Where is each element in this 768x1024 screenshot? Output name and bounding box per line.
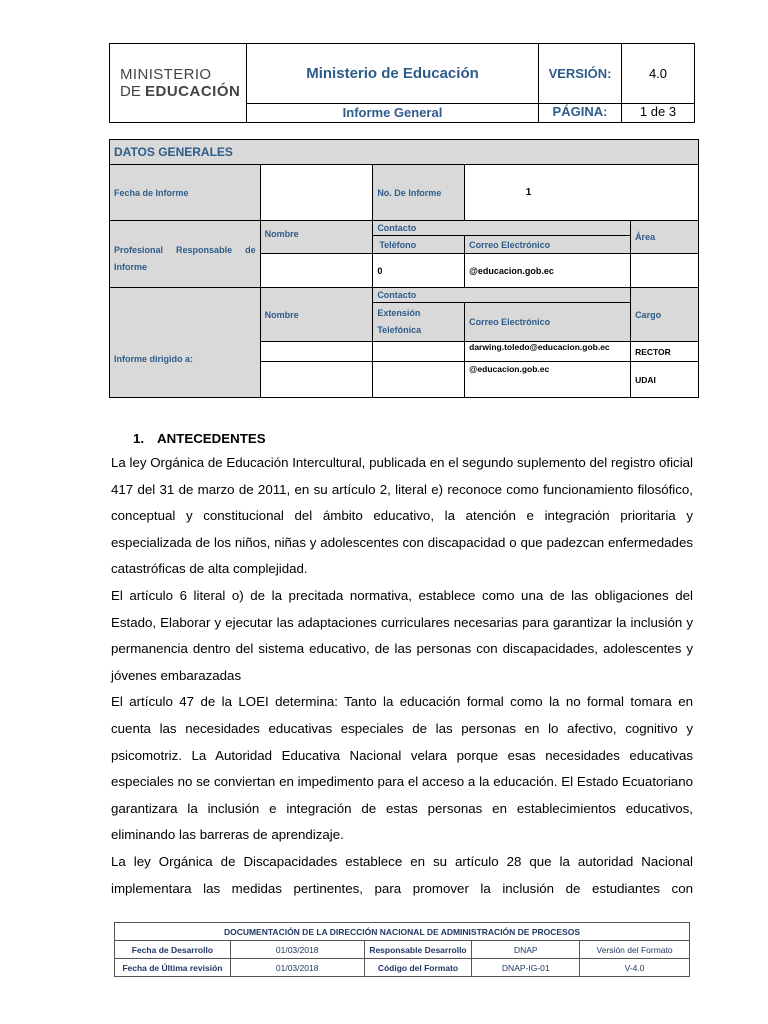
extension-label: Extensión Telefónica [373, 303, 465, 342]
responsible-name-label: Nombre [260, 221, 373, 254]
report-date-value [260, 165, 373, 221]
addressee-position-1: RECTOR [631, 342, 699, 362]
footer-dev-date: 01/03/2018 [230, 941, 364, 959]
addressee-name-label: Nombre [260, 288, 373, 342]
report-date-label: Fecha de Informe [110, 165, 261, 221]
footer-format-code-label: Código del Formato [364, 959, 472, 977]
addressed-to-label: Informe dirigido a: [110, 288, 261, 398]
section-antecedentes [111, 430, 693, 902]
paragraph: La ley Orgánica de Educación Intercultural, publicada en el segundo suplemento del registro oficial 417 del 31 de marzo de 2011, en su artículo 2, literal e) reconoce como funcionamiento filosófico, conceptual y constitucional del ámbito educativo, la atención e integración prioritaria y especializada de los niños, niñas y adolescentes con discapacidad o que padezcan enfermedades catastróficas de alta complejidad. [111, 455, 693, 577]
report-number-label: No. De Informe [373, 165, 465, 221]
responsible-name-value [260, 254, 373, 288]
logo-line-2: DE EDUCACIÓN [120, 83, 241, 100]
addressee-email-2: @educacion.gob.ec [465, 362, 631, 398]
footer-format-version-label: Versión del Formato [580, 941, 690, 959]
addressee-extension-1 [373, 342, 465, 362]
footer-format-code: DNAP-IG-01 [472, 959, 580, 977]
footer-responsible-label: Responsable Desarrollo [364, 941, 472, 959]
responsible-contact-label: Contacto [373, 221, 631, 236]
footer-dev-date-label: Fecha de Desarrollo [115, 941, 231, 959]
addressee-extension-2 [373, 362, 465, 398]
addressee-email-1: darwing.toledo@educacion.gob.ec [465, 342, 631, 362]
version-label: VERSIÓN: [539, 44, 622, 104]
area-label: Área [631, 221, 699, 254]
header-title: Ministerio de Educación [247, 44, 539, 104]
version-value: 4.0 [622, 44, 695, 104]
page-label: PÁGINA: [539, 103, 622, 122]
position-label: Cargo [631, 288, 699, 342]
footer-responsible: DNAP [472, 941, 580, 959]
document-header [109, 43, 695, 123]
responsible-phone-value: 0 [373, 254, 465, 288]
addressee-name-1 [260, 342, 373, 362]
footer-revision-date: 01/03/2018 [230, 959, 364, 977]
ministry-logo [110, 44, 247, 123]
footer-title: DOCUMENTACIÓN DE LA DIRECCIÓN NACIONAL DE ADMINISTRACIÓN DE PROCESOS [115, 923, 690, 941]
page-value: 1 de 3 [622, 103, 695, 122]
report-number-value: 1 [465, 165, 699, 221]
responsible-professional-label: Profesional Responsable de Informe [110, 221, 261, 288]
responsible-area-value [631, 254, 699, 288]
paragraph: El artículo 47 de la LOEI determina: Tanto la educación formal como la no formal tomara en cuenta las necesidades educativas especiales de las personas en lo afectivo, cognitivo y psicomotriz. La Autoridad Educativa Nacional velara porque esas necesidades educativas especiales no se conviertan en impedimento para el acceso a la educación. El Estado Ecuatoriano garantizara la inclusión e integración de estas personas en establecimientos educativos, eliminando las barreras de aprendizaje. [111, 694, 693, 843]
addressee-position-2: UDAI [631, 362, 699, 398]
document-footer [114, 922, 690, 977]
general-data-title: DATOS GENERALES [110, 140, 699, 165]
addressee-contact-label: Contacto [373, 288, 631, 303]
logo-line-1: MINISTERIO [120, 66, 212, 83]
email-label: Correo Electrónico [465, 236, 631, 254]
addressee-name-2 [260, 362, 373, 398]
addressee-email-label: Correo Electrónico [465, 303, 631, 342]
responsible-email-value: @educacion.gob.ec [465, 254, 631, 288]
footer-format-version: V-4.0 [580, 959, 690, 977]
general-data-table [109, 139, 699, 398]
phone-label: Teléfono [373, 236, 465, 254]
paragraph: El artículo 6 literal o) de la precitada normativa, establece como una de las obligaciones del Estado, Elaborar y ejecutar las adaptaciones curriculares necesarias para garantizar la inclusión y permanencia dentro del sistema educativo, de las personas con discapacidades, adolescentes y jóvenes embarazadas [111, 587, 693, 683]
section-heading: 1. ANTECEDENTES [133, 431, 266, 446]
footer-revision-date-label: Fecha de Última revisión [115, 959, 231, 977]
paragraph: La ley Orgánica de Discapacidades establece en su artículo 28 que la autoridad Nacional implementara las medidas pertinentes, para promover la inclusión de estudiantes con [111, 853, 693, 896]
header-subtitle: Informe General [247, 103, 539, 122]
